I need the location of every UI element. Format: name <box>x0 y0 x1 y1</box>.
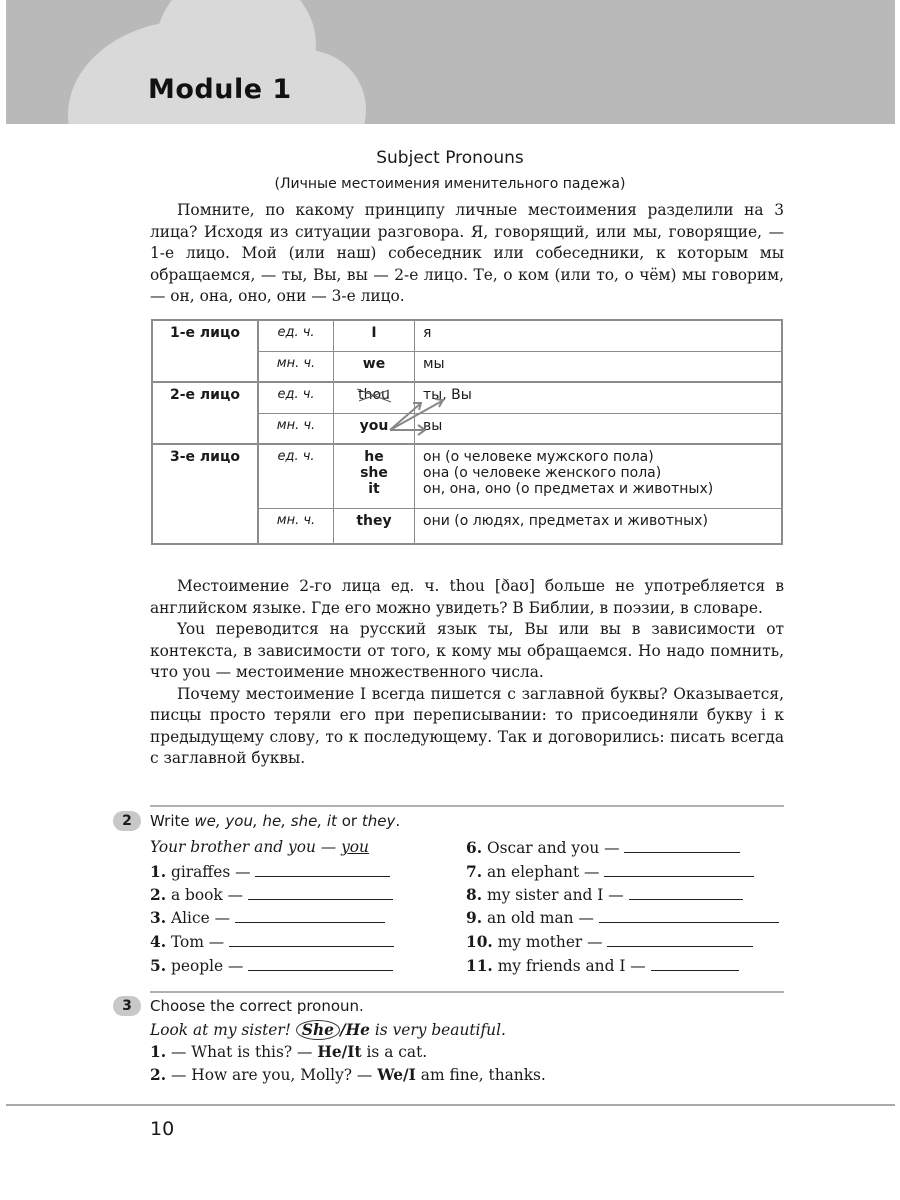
list-item <box>150 908 385 927</box>
intro-text: Помните, по какому принципу личные местоимения разделили на 3 лица? Исходя из ситуации разговора. Я, говорящий, или мы, говорящие, — 1-е лицо. Мой (или наш) собеседник или собеседники, к которым мы обращаемся, — ты, Вы, вы — 2-е лицо. Те, о ком (или то, о чём) мы говорим, — он, она, оно, они — 3-е лицо. <box>150 201 784 305</box>
section-title: Subject Pronouns <box>376 148 524 168</box>
item-number: 6. <box>466 839 483 857</box>
english-pronoun: you <box>334 413 415 444</box>
item-number: 2. <box>150 1066 167 1084</box>
answer-blank[interactable] <box>248 885 393 900</box>
table-row <box>152 444 782 508</box>
pronoun-choice[interactable]: He/It <box>317 1043 362 1061</box>
item-text: Oscar and you — <box>486 839 620 857</box>
answer-blank[interactable] <box>624 838 740 853</box>
russian-translation: я <box>415 320 783 351</box>
answer-blank[interactable] <box>599 908 779 923</box>
item-text: — How are you, Molly? — <box>170 1066 373 1084</box>
list-item <box>466 908 779 927</box>
instruction-text: Write <box>150 812 190 830</box>
pronoun-table <box>151 319 783 545</box>
table-row <box>152 320 782 351</box>
answer-blank[interactable] <box>604 862 754 877</box>
number-cell: ед. ч. <box>258 444 334 508</box>
example-text: Your brother and you — <box>150 838 337 856</box>
item-text: an old man — <box>486 909 594 927</box>
list-item <box>150 885 393 904</box>
number-cell: мн. ч. <box>258 351 334 382</box>
item-text: my sister and I — <box>486 886 624 904</box>
table-row <box>152 382 782 413</box>
divider <box>150 805 784 807</box>
item-text: Alice — <box>170 909 230 927</box>
english-pronoun: thou <box>358 387 390 403</box>
footer-divider <box>6 1104 895 1106</box>
item-number: 1. <box>150 863 167 881</box>
example-text: Look at my sister! <box>150 1021 291 1039</box>
russian-translation: он, она, оно (о предметах и животных) <box>423 481 714 497</box>
number-cell: ед. ч. <box>258 320 334 351</box>
number-cell: мн. ч. <box>258 508 334 544</box>
example-slash: / <box>339 1021 346 1039</box>
english-pronoun: we <box>334 351 415 382</box>
list-item <box>466 932 753 951</box>
circled-answer: She <box>296 1020 340 1040</box>
note-paragraph: Местоимение 2-го лица ед. ч. thou [ðaʊ] больше не употребляется в английском языке. Где его можно увидеть? В Библии, в поэзии, в словаре. <box>150 577 784 617</box>
instruction-words: they <box>361 812 396 830</box>
russian-translation: она (о человеке женского пола) <box>423 465 662 481</box>
english-pronoun: they <box>334 508 415 544</box>
answer-blank[interactable] <box>607 932 753 947</box>
example-text: is very beautiful. <box>374 1021 506 1039</box>
list-item <box>150 956 393 975</box>
notes-block <box>150 576 784 770</box>
item-number: 8. <box>466 886 483 904</box>
russian-translation: мы <box>415 351 783 382</box>
list-item <box>466 862 754 881</box>
item-number: 7. <box>466 863 483 881</box>
list-item <box>150 862 390 881</box>
example-alternative: He <box>345 1021 370 1039</box>
english-pronoun-list <box>334 444 415 508</box>
module-header <box>6 0 895 124</box>
list-item <box>150 1043 427 1061</box>
item-number: 3. <box>150 909 167 927</box>
intro-paragraph <box>150 200 784 308</box>
answer-blank[interactable] <box>235 908 385 923</box>
note-paragraph: You переводится на русский язык ты, Вы или вы в зависимости от контекста, в зависимости от того, к кому мы обращаемся. Но надо помнить, что you — местоимение множественного числа. <box>150 620 784 681</box>
number-cell: ед. ч. <box>258 382 334 413</box>
answer-blank[interactable] <box>229 932 394 947</box>
item-number: 5. <box>150 957 167 975</box>
section-subtitle: (Личные местоимения именительного падежа) <box>274 176 626 192</box>
answer-blank[interactable] <box>248 956 393 971</box>
instruction-text: or <box>341 812 358 830</box>
russian-translation: вы <box>415 413 783 444</box>
item-text: giraffes — <box>170 863 251 881</box>
item-text: — What is this? — <box>170 1043 313 1061</box>
exercise-number-badge: 3 <box>113 996 141 1016</box>
item-number: 2. <box>150 886 167 904</box>
answer-blank[interactable] <box>651 956 739 971</box>
list-item <box>466 956 739 975</box>
module-title: Module 1 <box>148 74 292 105</box>
example-line <box>150 838 369 856</box>
divider <box>150 991 784 993</box>
person-cell: 1-е лицо <box>152 320 258 382</box>
english-pronoun: she <box>360 465 388 481</box>
person-cell: 3-е лицо <box>152 444 258 544</box>
person-cell: 2-е лицо <box>152 382 258 444</box>
item-text: my friends and I — <box>497 957 646 975</box>
item-text: people — <box>170 957 244 975</box>
english-pronoun: it <box>368 481 380 497</box>
instruction-words: we, you, he, she, it <box>194 812 337 830</box>
list-item <box>150 932 394 951</box>
item-text: an elephant — <box>486 863 600 881</box>
english-pronoun: I <box>334 320 415 351</box>
list-item <box>150 1066 546 1084</box>
russian-translation: они (о людях, предметах и животных) <box>415 508 783 544</box>
item-number: 10. <box>466 933 493 951</box>
russian-translation: ты, Вы <box>415 382 783 413</box>
answer-blank[interactable] <box>255 862 390 877</box>
item-text: Tom — <box>170 933 225 951</box>
item-text: my mother — <box>497 933 603 951</box>
item-number: 1. <box>150 1043 167 1061</box>
russian-translation: он (о человеке мужского пола) <box>423 449 654 465</box>
list-item <box>466 838 740 857</box>
exercise-instruction: Choose the correct pronoun. <box>150 997 364 1015</box>
item-text: a book — <box>170 886 244 904</box>
russian-translation-list <box>415 444 783 508</box>
example-line <box>150 1020 506 1040</box>
arrow-icon <box>380 395 450 440</box>
exercise-number-badge: 2 <box>113 811 141 831</box>
item-number: 4. <box>150 933 167 951</box>
item-text: is a cat. <box>366 1043 428 1061</box>
list-item <box>466 885 743 904</box>
pronoun-choice[interactable]: We/I <box>377 1066 416 1084</box>
page-number: 10 <box>150 1118 175 1140</box>
exercise-instruction: Write we, you, he, she, it or they. <box>150 812 401 830</box>
item-text: am fine, thanks. <box>420 1066 546 1084</box>
note-paragraph: Почему местоимение I всегда пишется с заглавной буквы? Оказывается, писцы просто теряли его при переписывании: то присоединяли букву i к предыдущему слову, то к последующему. Так и договорились: писать всегда с заглавной буквы. <box>150 684 784 767</box>
item-number: 11. <box>466 957 493 975</box>
example-answer: you <box>341 838 369 856</box>
answer-blank[interactable] <box>629 885 743 900</box>
english-pronoun: he <box>364 449 384 465</box>
number-cell: мн. ч. <box>258 413 334 444</box>
item-number: 9. <box>466 909 483 927</box>
